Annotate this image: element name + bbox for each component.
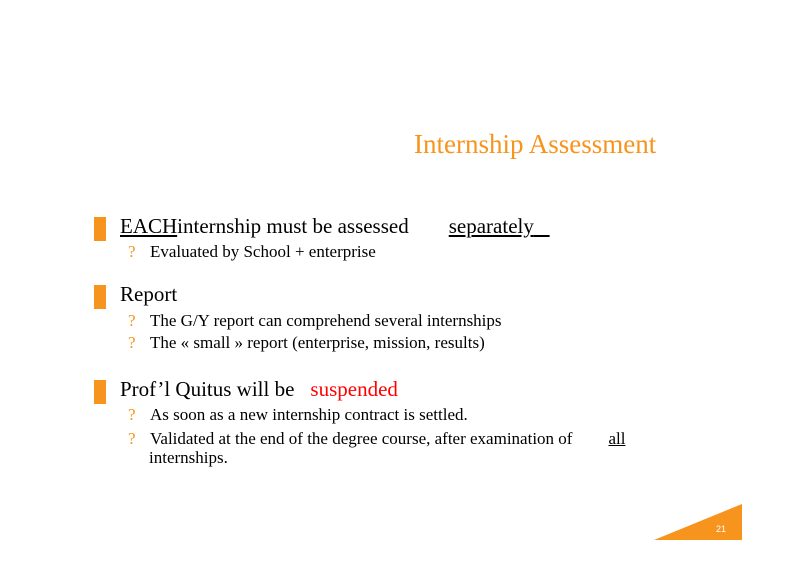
page-number: 21	[716, 524, 727, 534]
bullet-text	[120, 377, 398, 402]
bullet-text-main: Prof’l Quitus will be	[120, 377, 295, 401]
bullet-marker	[94, 217, 106, 241]
sub-bullet-text: The G/Y report can comprehend several internships	[150, 311, 502, 330]
bullet-text: Report	[120, 282, 178, 306]
sub-bullet-marker: ?	[128, 333, 136, 352]
sub-bullet-marker: ?	[128, 311, 136, 330]
sub-bullet-marker: ?	[128, 242, 136, 261]
sub-bullet	[128, 405, 468, 425]
each-emphasis: EACH	[120, 214, 178, 238]
sub-bullet	[128, 311, 502, 331]
sub-bullet	[128, 333, 485, 353]
slide-title: Internship Assessment	[414, 129, 657, 159]
sub-bullet-marker: ?	[128, 429, 136, 448]
sub-bullet-text: The « small » report (enterprise, mission, results)	[150, 333, 485, 352]
sub-bullet-text: Validated at the end of the degree course, after examination of	[150, 429, 573, 448]
bullet-marker	[94, 285, 106, 309]
bullet-text-middle: internship must be assessed	[177, 214, 409, 238]
sub-bullet-text: Evaluated by School + enterprise	[150, 242, 376, 261]
bullet-marker	[94, 380, 106, 404]
bullet-text	[120, 214, 550, 239]
sub-bullet-marker: ?	[128, 405, 136, 424]
suspended-emphasis: suspended	[310, 377, 398, 401]
page-number-triangle	[654, 504, 744, 540]
sub-bullet	[128, 242, 376, 262]
sub-bullet	[128, 429, 625, 449]
sub-bullet-text: internships.	[149, 448, 228, 467]
sub-bullet-continuation	[149, 448, 228, 468]
all-emphasis: all	[608, 429, 626, 448]
separately-emphasis: separately	[448, 214, 534, 238]
sub-bullet-text: As soon as a new internship contract is settled.	[150, 405, 468, 424]
